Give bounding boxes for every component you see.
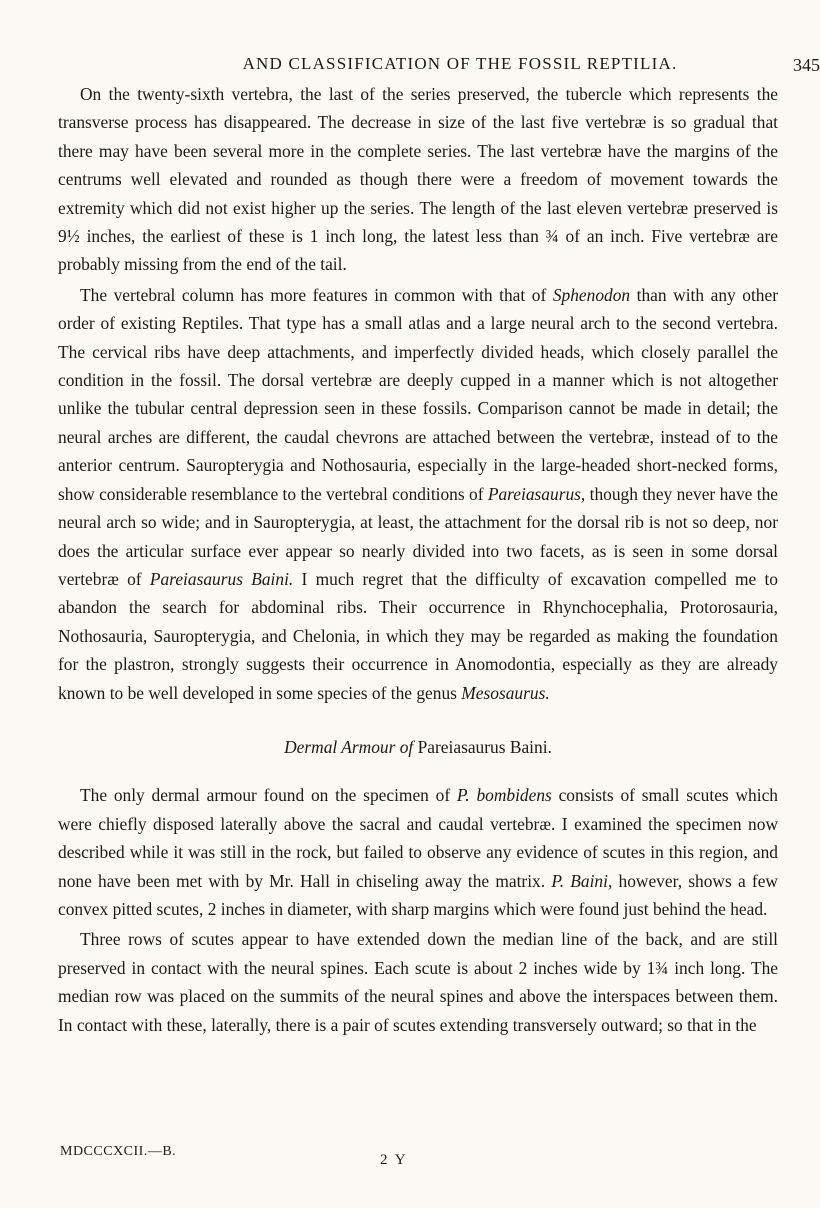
taxon-name: P. bombidens: [456, 785, 552, 806]
text-run: consists of small scutes which were chiefly disposed laterally above the sacral and caudal vertebræ. I examined the specimen now described while it was still in the rock, but failed to observe any evidence of scutes in this region, and none have been met with by Mr. Hall in chiseling away the matrix.: [58, 785, 778, 891]
paragraph-dermal-armour: [58, 781, 778, 923]
section-heading: [58, 733, 778, 761]
taxon-name: P. Baini,: [551, 870, 613, 891]
running-header: [140, 54, 820, 80]
paragraph-scute-rows: Three rows of scutes appear to have extended down the median line of the back, and are still preserved in contact with the neural spines. Each scute is about 2 inches wide by 1¾ inch long. The median row was placed on the summits of the neural spines and above the interspaces between them. In contact with these, laterally, there is a pair of scutes extending transversely outward; so that in the: [58, 929, 778, 1035]
body-text: [58, 80, 778, 1039]
paragraph-vertebrae-tail: On the twenty-sixth vertebra, the last of the series preserved, the tubercle which represents the transverse process has disappeared. The decrease in size of the last five vertebræ is so gradual that there may have been several more in the complete series. The last vertebræ have the margins of the centrums well elevated and rounded as though there were a freedom of movement towards the extremity which did not exist higher up the series. The length of the last eleven vertebræ preserved is 9½ inches, the earliest of these is 1 inch long, the latest less than ¾ of an inch. Five vertebræ are probably missing from the end of the tail.: [58, 84, 778, 275]
text-run: The vertebral column has more features in common with that of: [80, 284, 553, 305]
section-heading-italic: Dermal Armour of: [284, 736, 414, 757]
taxon-name: Sphenodon: [552, 284, 631, 305]
running-title: AND CLASSIFICATION OF THE FOSSIL REPTILIA.: [242, 54, 678, 73]
text-run: I much regret that the difficulty of excavation compelled me to abandon the search for abdominal ribs. Their occurrence in Rhynchocephalia, Protorosauria, Nothosauria, Sauropterygia, and Chelonia, in which they may be regarded as making the foundation for the plastron, strongly suggests their occurrence in Anomodontia, especially as they are already known to be well developed in some species of the genus: [58, 568, 778, 703]
signature-mark: MDCCCXCII.—B.: [60, 1144, 177, 1159]
taxon-name: Pareiasaurus,: [487, 483, 586, 504]
page-number: 345: [793, 55, 820, 75]
section-heading-roman: Pareiasaurus Baini.: [413, 736, 552, 757]
taxon-name: Pareiasaurus Baini.: [149, 568, 294, 589]
text-run: The only dermal armour found on the specimen of: [80, 785, 457, 806]
text-run: though they never have the neural arch so wide; and in Sauropterygia, at least, the attachment for the dorsal rib is not so deep, nor does the articular surface ever appear so nearly divided into two facets, as is seen in some dorsal vertebræ of: [58, 483, 778, 589]
text-run: than with any other order of existing Reptiles. That type has a small atlas and a large neural arch to the second vertebra. The cervical ribs have deep attachments, and imperfectly divided heads, which closely parallel the condition in the fossil. The dorsal vertebræ are deeply cupped in a manner which is not altogether unlike the tubular central depression seen in these fossils. Comparison cannot be made in detail; the neural arches are different, the caudal chevrons are attached between the vertebræ, instead of to the anterior centrum. Sauropterygia and Nothosauria, especially in the large-headed short-necked forms, show considerable resemblance to the vertebral conditions of: [58, 284, 778, 504]
paragraph-vertebral-column: [58, 281, 778, 707]
taxon-name: Mesosaurus.: [461, 682, 550, 703]
folio-mark: 2 Y: [380, 1152, 408, 1168]
text-run: however, shows a few convex pitted scutes, 2 inches in diameter, with sharp margins which were found just behind the head.: [58, 870, 778, 919]
